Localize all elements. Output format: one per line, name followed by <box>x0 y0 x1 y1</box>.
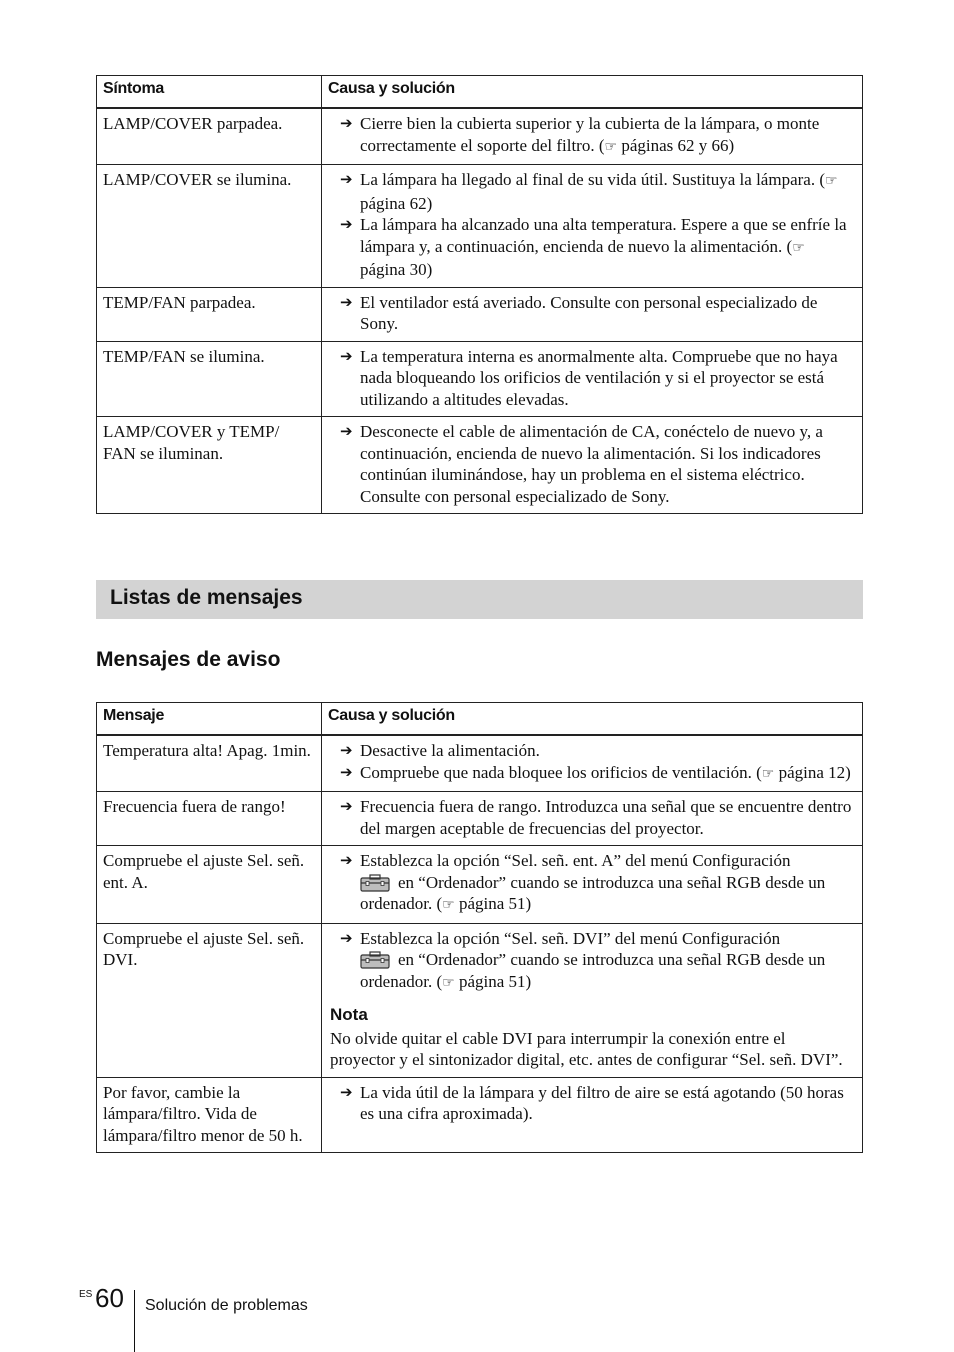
cause-text: La vida útil de la lámpara y del filtro de aire se está agotando (50 horas es una cifra aproximada). <box>360 1082 844 1123</box>
symptom-cell: LAMP/COVER y TEMP/ FAN se iluminan. <box>97 417 322 514</box>
troubleshooting-table <box>96 75 863 514</box>
cause-item <box>338 113 854 158</box>
table-header-row <box>97 76 863 109</box>
subheading: Mensajes de aviso <box>96 648 281 671</box>
message-cell: Temperatura alta! Apag. 1min. <box>97 735 322 792</box>
page-reference-icon: ☞ <box>792 239 805 256</box>
cause-text: Desconecte el cable de alimentación de CA, conéctelo de nuevo y, a continuación, encienda de nuevo la alimentación. Si los indicadores continúan iluminándose, hay un problema en el sistema eléctrico. Consulte con personal especializado de Sony. <box>360 422 823 506</box>
section-heading-bar <box>96 580 863 619</box>
symptom-cell: LAMP/COVER parpadea. <box>97 108 322 165</box>
cause-text: Establezca la opción “Sel. señ. ent. A” del menú Configuración <box>360 851 791 870</box>
arrow-icon: ➔ <box>340 741 353 759</box>
cause-text: Cierre bien la cubierta superior y la cubierta de la lámpara, o monte correctamente el soporte del filtro. ( <box>360 114 820 155</box>
column-header-symptom: Síntoma <box>97 76 322 109</box>
cause-item <box>338 928 854 995</box>
cause-text: La temperatura interna es anormalmente alta. Compruebe que no haya nada bloqueando los orificios de ventilación y si el proyector se está utilizando a altitudes elevadas. <box>360 346 838 409</box>
arrow-icon: ➔ <box>340 928 353 947</box>
table-row <box>97 287 863 341</box>
cause-cell <box>322 287 863 341</box>
arrow-icon: ➔ <box>340 1082 353 1101</box>
table-row <box>97 1077 863 1153</box>
cause-text: Frecuencia fuera de rango. Introduzca una señal que se encuentre dentro del margen aceptable de frecuencias del proyector. <box>360 797 852 838</box>
cause-text: Compruebe que nada bloquee los orificios de ventilación. ( <box>360 762 762 782</box>
table-row <box>97 417 863 514</box>
cause-cell <box>322 165 863 288</box>
symptom-cell: TEMP/FAN se ilumina. <box>97 341 322 417</box>
column-header-cause: Causa y solución <box>322 703 863 736</box>
cause-text: El ventilador está averiado. Consulte con personal especializado de Sony. <box>360 292 818 333</box>
cause-item <box>338 796 854 839</box>
page-reference-icon: ☞ <box>442 897 455 913</box>
page-reference: página 51) <box>458 894 532 913</box>
setup-toolbox-icon <box>360 874 390 892</box>
cause-text: en “Ordenador” cuando se introduzca una señal RGB desde un ordenador. ( <box>360 950 826 991</box>
arrow-icon: ➔ <box>340 422 353 440</box>
cause-text: La lámpara ha alcanzado una alta temperatura. Espere a que se enfríe la lámpara y, a continuación, encienda de nuevo la alimentación. ( <box>360 215 847 256</box>
cause-item <box>338 169 854 214</box>
arrow-icon: ➔ <box>340 170 353 188</box>
cause-item <box>338 762 854 786</box>
cause-cell <box>322 735 863 792</box>
arrow-icon: ➔ <box>340 292 353 311</box>
cause-text: La lámpara ha llegado al final de su vida útil. Sustituya la lámpara. ( <box>360 170 825 189</box>
cause-cell <box>322 108 863 165</box>
page-number: 60 <box>95 1283 124 1313</box>
cause-text: Desactive la alimentación. <box>360 741 540 760</box>
page-reference-icon: ☞ <box>442 974 455 991</box>
arrow-icon: ➔ <box>340 762 353 781</box>
cause-item <box>338 850 854 917</box>
page-reference: página 62) <box>360 193 433 213</box>
cause-cell <box>322 923 863 1077</box>
message-cell: Por favor, cambie la lámpara/filtro. Vida de lámpara/filtro menor de 50 h. <box>97 1077 322 1153</box>
symptom-cell: LAMP/COVER se ilumina. <box>97 165 322 288</box>
cause-item <box>338 292 854 335</box>
arrow-icon: ➔ <box>340 851 353 869</box>
arrow-icon: ➔ <box>340 215 353 233</box>
table-row <box>97 108 863 165</box>
page-reference-icon: ☞ <box>604 138 618 155</box>
column-header-message: Mensaje <box>97 703 322 736</box>
cause-cell <box>322 1077 863 1153</box>
table-row <box>97 165 863 288</box>
cause-item <box>338 346 854 411</box>
note-title: Nota <box>330 1005 368 1024</box>
cause-cell <box>322 341 863 417</box>
language-code: ES <box>79 1289 93 1300</box>
cause-item <box>338 214 854 281</box>
page-reference: páginas 62 y 66) <box>621 135 735 155</box>
cause-text: Establezca la opción “Sel. señ. DVI” del menú Configuración <box>360 928 781 948</box>
arrow-icon: ➔ <box>340 797 353 815</box>
warning-messages-table <box>96 702 863 1153</box>
section-title: Listas de mensajes <box>110 586 303 609</box>
page-reference-icon: ☞ <box>825 173 838 189</box>
cause-item <box>338 421 854 507</box>
table-header-row <box>97 703 863 736</box>
note-text: No olvide quitar el cable DVI para interrumpir la conexión entre el proyector y el sintonizador digital, etc. antes de configurar “Sel. señ. DVI”. <box>330 1028 843 1069</box>
cause-item <box>338 740 854 762</box>
page-reference-icon: ☞ <box>761 765 775 782</box>
footer-divider <box>134 1290 135 1352</box>
arrow-icon: ➔ <box>340 114 353 132</box>
cause-cell <box>322 792 863 846</box>
message-cell: Compruebe el ajuste Sel. señ. ent. A. <box>97 846 322 924</box>
symptom-cell: TEMP/FAN parpadea. <box>97 287 322 341</box>
cause-text: en “Ordenador” cuando se introduzca una señal RGB desde un ordenador. ( <box>360 872 826 913</box>
message-cell: Compruebe el ajuste Sel. señ. DVI. <box>97 923 322 1077</box>
cause-cell <box>322 846 863 924</box>
cause-cell <box>322 417 863 514</box>
table-row <box>97 341 863 417</box>
table-row <box>97 792 863 846</box>
table-row <box>97 846 863 924</box>
footer-section-name: Solución de problemas <box>145 1297 308 1314</box>
arrow-icon: ➔ <box>340 346 353 365</box>
cause-item <box>338 1082 854 1125</box>
table-row <box>97 923 863 1077</box>
message-cell: Frecuencia fuera de rango! <box>97 792 322 846</box>
table-row <box>97 735 863 792</box>
page-reference: página 12) <box>778 762 851 782</box>
column-header-cause: Causa y solución <box>322 76 863 109</box>
setup-toolbox-icon <box>360 951 390 969</box>
page-reference: página 51) <box>458 971 532 991</box>
page-reference: página 30) <box>360 260 433 279</box>
